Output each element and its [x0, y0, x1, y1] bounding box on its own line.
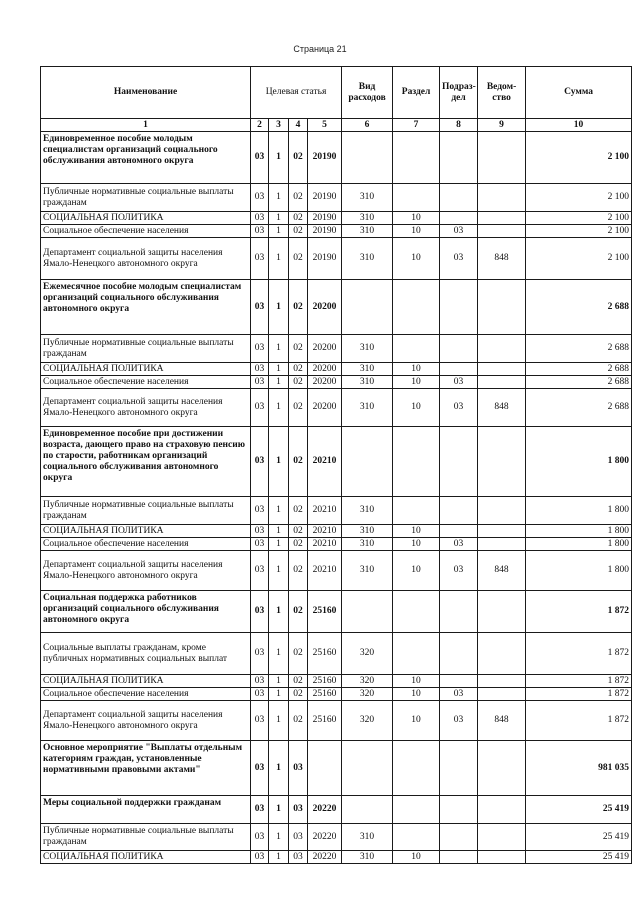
subprogram-code-cell: 1	[269, 824, 289, 851]
row-name-cell: СОЦИАЛЬНАЯ ПОЛИТИКА	[41, 851, 251, 864]
program-code-cell: 03	[251, 525, 269, 538]
measure-code-cell: 02	[289, 238, 308, 280]
direction-code-cell: 25160	[308, 688, 342, 701]
subprogram-code-cell: 1	[269, 701, 289, 741]
table-row	[41, 280, 632, 335]
row-name-cell: СОЦИАЛЬНАЯ ПОЛИТИКА	[41, 363, 251, 376]
subprogram-code-cell: 1	[269, 427, 289, 497]
subsection-cell	[440, 796, 478, 824]
measure-code-cell: 02	[289, 497, 308, 525]
subsection-cell	[440, 633, 478, 675]
program-code-cell: 03	[251, 633, 269, 675]
subprogram-code-cell: 1	[269, 363, 289, 376]
sum-cell: 1 872	[526, 688, 632, 701]
row-name-cell: Меры социальной поддержки гражданам	[41, 796, 251, 824]
header-name: Наименование	[41, 67, 251, 119]
department-code-cell: 848	[478, 238, 526, 280]
expense-type-cell: 310	[342, 525, 393, 538]
subprogram-code-cell: 1	[269, 633, 289, 675]
program-code-cell: 03	[251, 688, 269, 701]
sum-cell: 1 872	[526, 701, 632, 741]
expense-type-cell: 320	[342, 633, 393, 675]
direction-code-cell: 20190	[308, 238, 342, 280]
expense-type-cell: 310	[342, 851, 393, 864]
department-code-cell: 848	[478, 701, 526, 741]
department-code-cell	[478, 335, 526, 363]
measure-code-cell: 02	[289, 335, 308, 363]
direction-code-cell: 20200	[308, 363, 342, 376]
expense-type-cell: 320	[342, 701, 393, 741]
direction-code-cell: 20190	[308, 184, 342, 212]
measure-code-cell: 02	[289, 376, 308, 389]
direction-code-cell: 20190	[308, 225, 342, 238]
section-cell: 10	[393, 851, 440, 864]
subprogram-code-cell: 1	[269, 225, 289, 238]
measure-code-cell: 02	[289, 184, 308, 212]
department-code-cell	[478, 427, 526, 497]
expense-type-cell	[342, 741, 393, 796]
expense-type-cell	[342, 280, 393, 335]
subprogram-code-cell: 1	[269, 335, 289, 363]
subprogram-code-cell: 1	[269, 280, 289, 335]
department-code-cell	[478, 633, 526, 675]
column-number: 5	[308, 119, 342, 132]
column-number: 6	[342, 119, 393, 132]
direction-code-cell: 20200	[308, 335, 342, 363]
table-row	[41, 497, 632, 525]
sum-cell: 25 419	[526, 796, 632, 824]
section-cell: 10	[393, 551, 440, 591]
subsection-cell: 03	[440, 701, 478, 741]
section-cell: 10	[393, 701, 440, 741]
program-code-cell: 03	[251, 551, 269, 591]
measure-code-cell: 02	[289, 538, 308, 551]
subprogram-code-cell: 1	[269, 675, 289, 688]
sum-cell: 25 419	[526, 851, 632, 864]
header-department: Ведом-ство	[478, 67, 526, 119]
program-code-cell: 03	[251, 851, 269, 864]
expense-type-cell: 320	[342, 688, 393, 701]
column-number: 8	[440, 119, 478, 132]
program-code-cell: 03	[251, 591, 269, 633]
header-target-article: Целевая статья	[251, 67, 342, 119]
table-row	[41, 701, 632, 741]
subsection-cell	[440, 212, 478, 225]
budget-table	[40, 66, 632, 864]
department-code-cell	[478, 132, 526, 184]
row-name-cell: Департамент социальной защиты населения Ямало-Ненецкого автономного округа	[41, 701, 251, 741]
subprogram-code-cell: 1	[269, 796, 289, 824]
department-code-cell	[478, 741, 526, 796]
sum-cell: 2 688	[526, 280, 632, 335]
expense-type-cell: 310	[342, 335, 393, 363]
program-code-cell: 03	[251, 796, 269, 824]
department-code-cell	[478, 591, 526, 633]
measure-code-cell: 02	[289, 225, 308, 238]
department-code-cell	[478, 688, 526, 701]
subsection-cell: 03	[440, 538, 478, 551]
subprogram-code-cell: 1	[269, 525, 289, 538]
sum-cell: 1 800	[526, 551, 632, 591]
header-section: Раздел	[393, 67, 440, 119]
subprogram-code-cell: 1	[269, 184, 289, 212]
row-name-cell: Единовременное пособие молодым специалистам организаций социального обслуживания автономного округа	[41, 132, 251, 184]
row-name-cell: СОЦИАЛЬНАЯ ПОЛИТИКА	[41, 212, 251, 225]
row-name-cell: Социальное обеспечение населения	[41, 538, 251, 551]
table-row	[41, 427, 632, 497]
column-number: 3	[269, 119, 289, 132]
table-body	[41, 132, 632, 864]
department-code-cell	[478, 212, 526, 225]
subsection-cell: 03	[440, 551, 478, 591]
table-row	[41, 184, 632, 212]
subprogram-code-cell: 1	[269, 591, 289, 633]
subsection-cell	[440, 132, 478, 184]
column-number: 10	[526, 119, 632, 132]
measure-code-cell: 02	[289, 389, 308, 427]
expense-type-cell	[342, 427, 393, 497]
sum-cell: 1 872	[526, 633, 632, 675]
program-code-cell: 03	[251, 132, 269, 184]
sum-cell: 1 800	[526, 538, 632, 551]
section-cell	[393, 591, 440, 633]
direction-code-cell: 20190	[308, 212, 342, 225]
table-row	[41, 851, 632, 864]
subprogram-code-cell: 1	[269, 551, 289, 591]
subsection-cell	[440, 851, 478, 864]
row-name-cell: Социальное обеспечение населения	[41, 376, 251, 389]
column-number: 1	[41, 119, 251, 132]
program-code-cell: 03	[251, 824, 269, 851]
row-name-cell: Социальное обеспечение населения	[41, 225, 251, 238]
subsection-cell	[440, 824, 478, 851]
department-code-cell	[478, 497, 526, 525]
sum-cell: 2 100	[526, 212, 632, 225]
direction-code-cell: 20200	[308, 376, 342, 389]
column-number-row	[41, 119, 632, 132]
section-cell: 10	[393, 538, 440, 551]
subprogram-code-cell: 1	[269, 538, 289, 551]
program-code-cell: 03	[251, 335, 269, 363]
table-row	[41, 824, 632, 851]
department-code-cell	[478, 796, 526, 824]
table-row	[41, 132, 632, 184]
subprogram-code-cell: 1	[269, 238, 289, 280]
department-code-cell	[478, 525, 526, 538]
row-name-cell: СОЦИАЛЬНАЯ ПОЛИТИКА	[41, 525, 251, 538]
table-row	[41, 796, 632, 824]
subsection-cell	[440, 497, 478, 525]
subsection-cell	[440, 184, 478, 212]
row-name-cell: Социальное обеспечение населения	[41, 688, 251, 701]
section-cell: 10	[393, 238, 440, 280]
direction-code-cell	[308, 741, 342, 796]
column-number: 7	[393, 119, 440, 132]
direction-code-cell: 20210	[308, 497, 342, 525]
expense-type-cell: 310	[342, 225, 393, 238]
row-name-cell: Публичные нормативные социальные выплаты гражданам	[41, 335, 251, 363]
section-cell	[393, 280, 440, 335]
direction-code-cell: 20210	[308, 427, 342, 497]
table-row	[41, 525, 632, 538]
measure-code-cell: 02	[289, 525, 308, 538]
program-code-cell: 03	[251, 225, 269, 238]
measure-code-cell: 02	[289, 633, 308, 675]
direction-code-cell: 25160	[308, 591, 342, 633]
direction-code-cell: 20220	[308, 851, 342, 864]
subsection-cell	[440, 741, 478, 796]
direction-code-cell: 25160	[308, 633, 342, 675]
subprogram-code-cell: 1	[269, 376, 289, 389]
column-number: 2	[251, 119, 269, 132]
table-row	[41, 551, 632, 591]
section-cell: 10	[393, 675, 440, 688]
subprogram-code-cell: 1	[269, 741, 289, 796]
measure-code-cell: 02	[289, 280, 308, 335]
direction-code-cell: 20220	[308, 824, 342, 851]
expense-type-cell: 310	[342, 363, 393, 376]
sum-cell: 2 688	[526, 389, 632, 427]
row-name-cell: Публичные нормативные социальные выплаты гражданам	[41, 184, 251, 212]
header-sum: Сумма	[526, 67, 632, 119]
section-cell	[393, 633, 440, 675]
measure-code-cell: 03	[289, 796, 308, 824]
measure-code-cell: 02	[289, 675, 308, 688]
sum-cell: 2 100	[526, 225, 632, 238]
section-cell: 10	[393, 212, 440, 225]
direction-code-cell: 20210	[308, 525, 342, 538]
row-name-cell: Ежемесячное пособие молодым специалистам организаций социального обслуживания автономного округа	[41, 280, 251, 335]
measure-code-cell: 02	[289, 688, 308, 701]
subprogram-code-cell: 1	[269, 851, 289, 864]
subsection-cell: 03	[440, 238, 478, 280]
program-code-cell: 03	[251, 741, 269, 796]
measure-code-cell: 02	[289, 701, 308, 741]
measure-code-cell: 02	[289, 363, 308, 376]
section-cell	[393, 796, 440, 824]
subprogram-code-cell: 1	[269, 389, 289, 427]
sum-cell: 25 419	[526, 824, 632, 851]
department-code-cell	[478, 376, 526, 389]
section-cell	[393, 497, 440, 525]
direction-code-cell: 20210	[308, 538, 342, 551]
sum-cell: 2 100	[526, 132, 632, 184]
table-row	[41, 633, 632, 675]
table-row	[41, 212, 632, 225]
table-row	[41, 225, 632, 238]
program-code-cell: 03	[251, 427, 269, 497]
row-name-cell: Единовременное пособие при достижении возраста, дающего право на страховую пенсию по старости, работникам организаций социального обслуживания автономного округа	[41, 427, 251, 497]
subsection-cell	[440, 675, 478, 688]
program-code-cell: 03	[251, 389, 269, 427]
row-name-cell: Основное мероприятие "Выплаты отдельным категориям граждан, установленные нормативными правовыми актами"	[41, 741, 251, 796]
table-row	[41, 688, 632, 701]
subsection-cell	[440, 335, 478, 363]
department-code-cell	[478, 675, 526, 688]
measure-code-cell: 02	[289, 212, 308, 225]
row-name-cell: Департамент социальной защиты населения Ямало-Ненецкого автономного округа	[41, 551, 251, 591]
section-cell: 10	[393, 376, 440, 389]
direction-code-cell: 20200	[308, 280, 342, 335]
row-name-cell: Департамент социальной защиты населения Ямало-Ненецкого автономного округа	[41, 238, 251, 280]
sum-cell: 2 688	[526, 376, 632, 389]
section-cell: 10	[393, 525, 440, 538]
expense-type-cell: 310	[342, 184, 393, 212]
table-row	[41, 389, 632, 427]
table-row	[41, 538, 632, 551]
measure-code-cell: 03	[289, 741, 308, 796]
page-number-label: Страница 21	[293, 44, 347, 54]
measure-code-cell: 02	[289, 132, 308, 184]
table-header-row	[41, 67, 632, 119]
direction-code-cell: 20190	[308, 132, 342, 184]
department-code-cell	[478, 225, 526, 238]
row-name-cell: Публичные нормативные социальные выплаты гражданам	[41, 497, 251, 525]
expense-type-cell: 310	[342, 538, 393, 551]
subsection-cell	[440, 427, 478, 497]
program-code-cell: 03	[251, 280, 269, 335]
sum-cell: 1 800	[526, 497, 632, 525]
column-number: 4	[289, 119, 308, 132]
measure-code-cell: 03	[289, 851, 308, 864]
sum-cell: 1 872	[526, 591, 632, 633]
table-row	[41, 741, 632, 796]
subsection-cell: 03	[440, 376, 478, 389]
row-name-cell: Публичные нормативные социальные выплаты гражданам	[41, 824, 251, 851]
expense-type-cell: 310	[342, 389, 393, 427]
subsection-cell	[440, 591, 478, 633]
direction-code-cell: 20220	[308, 796, 342, 824]
department-code-cell	[478, 824, 526, 851]
section-cell: 10	[393, 688, 440, 701]
program-code-cell: 03	[251, 212, 269, 225]
section-cell	[393, 824, 440, 851]
program-code-cell: 03	[251, 376, 269, 389]
row-name-cell: Департамент социальной защиты населения Ямало-Ненецкого автономного округа	[41, 389, 251, 427]
subprogram-code-cell: 1	[269, 497, 289, 525]
sum-cell: 2 688	[526, 335, 632, 363]
department-code-cell	[478, 184, 526, 212]
sum-cell: 1 800	[526, 525, 632, 538]
program-code-cell: 03	[251, 497, 269, 525]
table-row	[41, 238, 632, 280]
expense-type-cell: 310	[342, 238, 393, 280]
expense-type-cell: 310	[342, 497, 393, 525]
program-code-cell: 03	[251, 184, 269, 212]
table-row	[41, 335, 632, 363]
department-code-cell	[478, 538, 526, 551]
table-row	[41, 591, 632, 633]
row-name-cell: Социальные выплаты гражданам, кроме публичных нормативных социальных выплат	[41, 633, 251, 675]
expense-type-cell: 310	[342, 551, 393, 591]
subsection-cell: 03	[440, 688, 478, 701]
section-cell	[393, 132, 440, 184]
row-name-cell: СОЦИАЛЬНАЯ ПОЛИТИКА	[41, 675, 251, 688]
section-cell: 10	[393, 363, 440, 376]
expense-type-cell: 310	[342, 824, 393, 851]
subsection-cell	[440, 525, 478, 538]
sum-cell: 2 100	[526, 184, 632, 212]
subprogram-code-cell: 1	[269, 132, 289, 184]
expense-type-cell	[342, 591, 393, 633]
section-cell	[393, 335, 440, 363]
expense-type-cell: 310	[342, 212, 393, 225]
measure-code-cell: 02	[289, 591, 308, 633]
expense-type-cell: 310	[342, 376, 393, 389]
sum-cell: 981 035	[526, 741, 632, 796]
section-cell: 10	[393, 389, 440, 427]
sum-cell: 2 688	[526, 363, 632, 376]
program-code-cell: 03	[251, 701, 269, 741]
department-code-cell	[478, 851, 526, 864]
header-subsection: Подраз-дел	[440, 67, 478, 119]
direction-code-cell: 20200	[308, 389, 342, 427]
header-expense-type: Вид расходов	[342, 67, 393, 119]
measure-code-cell: 03	[289, 824, 308, 851]
section-cell	[393, 184, 440, 212]
table-row	[41, 363, 632, 376]
subprogram-code-cell: 1	[269, 212, 289, 225]
expense-type-cell	[342, 796, 393, 824]
subsection-cell	[440, 363, 478, 376]
subsection-cell: 03	[440, 389, 478, 427]
section-cell	[393, 741, 440, 796]
sum-cell: 2 100	[526, 238, 632, 280]
section-cell: 10	[393, 225, 440, 238]
department-code-cell	[478, 280, 526, 335]
sum-cell: 1 872	[526, 675, 632, 688]
section-cell	[393, 427, 440, 497]
subprogram-code-cell: 1	[269, 688, 289, 701]
program-code-cell: 03	[251, 675, 269, 688]
direction-code-cell: 25160	[308, 701, 342, 741]
row-name-cell: Социальная поддержка работников организаций социального обслуживания автономного округа	[41, 591, 251, 633]
department-code-cell: 848	[478, 389, 526, 427]
direction-code-cell: 25160	[308, 675, 342, 688]
expense-type-cell	[342, 132, 393, 184]
sum-cell: 1 800	[526, 427, 632, 497]
subsection-cell	[440, 280, 478, 335]
program-code-cell: 03	[251, 238, 269, 280]
measure-code-cell: 02	[289, 427, 308, 497]
department-code-cell: 848	[478, 551, 526, 591]
measure-code-cell: 02	[289, 551, 308, 591]
program-code-cell: 03	[251, 363, 269, 376]
expense-type-cell: 320	[342, 675, 393, 688]
table-row	[41, 376, 632, 389]
table-row	[41, 675, 632, 688]
column-number: 9	[478, 119, 526, 132]
direction-code-cell: 20210	[308, 551, 342, 591]
subsection-cell: 03	[440, 225, 478, 238]
department-code-cell	[478, 363, 526, 376]
program-code-cell: 03	[251, 538, 269, 551]
